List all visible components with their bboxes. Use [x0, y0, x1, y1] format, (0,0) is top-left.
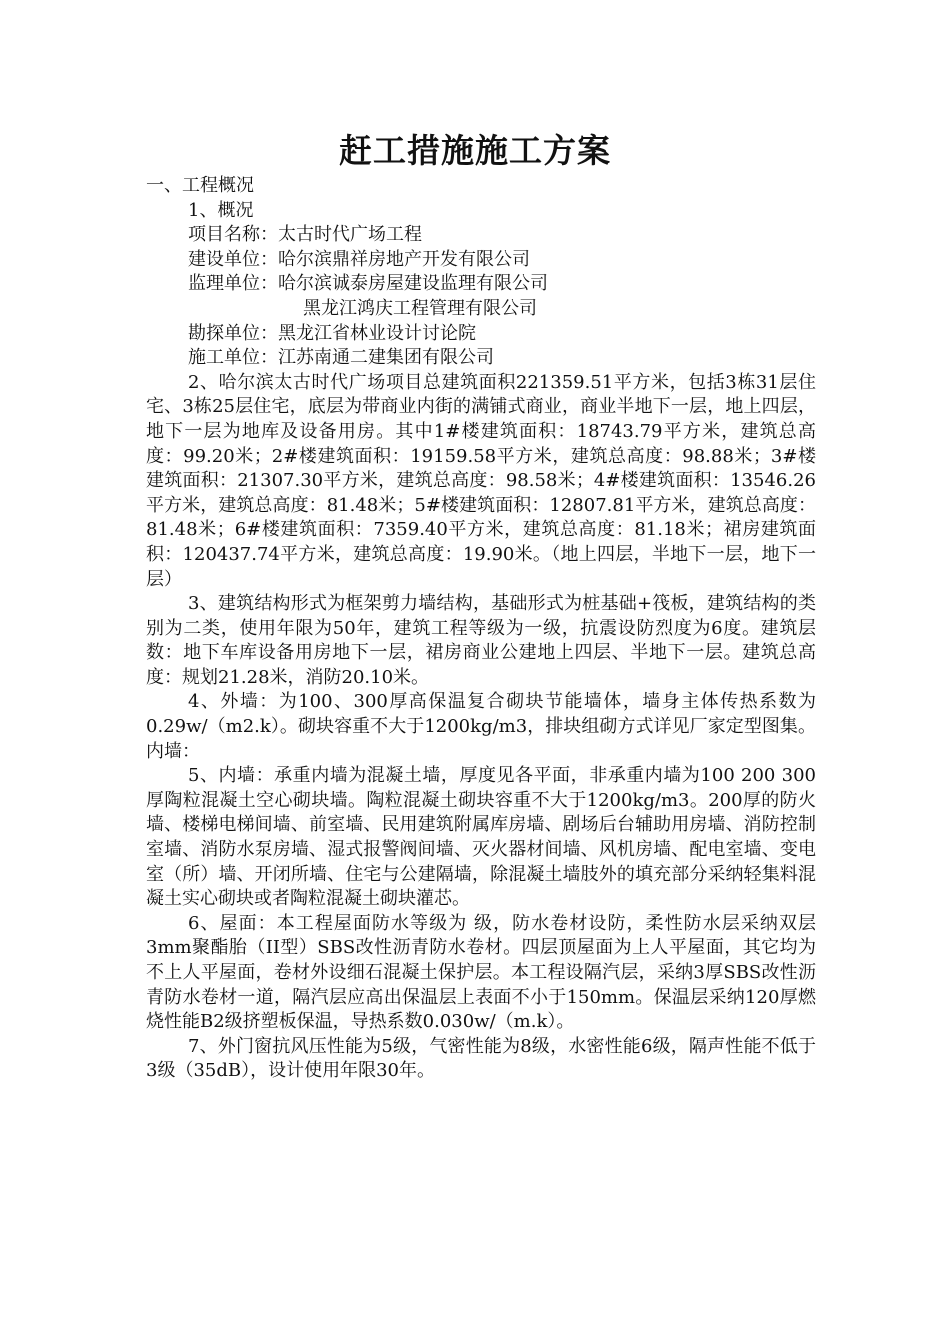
- document-title: 赶工措施施工方案: [339, 131, 611, 170]
- section-heading: 一、工程概况: [146, 175, 254, 196]
- paragraph-exterior-wall: 4、外墙：为100、300厚高保温复合砌块节能墙体，墙身主体传热系数为0.29w/（m2.k）。砌块容重不大于1200kg/m3，排块组砌方式详见厂家定型图集。内墙：: [146, 691, 816, 762]
- supervisor-line-2: 黑龙江鸿庆工程管理有限公司: [303, 297, 537, 319]
- document-body: [146, 174, 816, 1084]
- supervisor-line: 监理单位：哈尔滨诚泰房屋建设监理有限公司: [188, 273, 548, 295]
- paragraph-doors-windows: 7、外门窗抗风压性能为5级，气密性能为8级，水密性能6级，隔声性能不低于3级（35dB），设计使用年限30年。: [146, 1035, 816, 1082]
- paragraph-interior-wall: 5、内墙：承重内墙为混凝土墙，厚度见各平面，非承重内墙为100 200 300厚陶粒混凝土空心砌块墙。陶粒混凝土砌块容重不大于1200kg/m3。200厚的防火墙、楼梯电梯间墙、前室墙、民用建筑附属库房墙、剧场后台辅助用房墙、消防控制室墙、消防水泵房墙、湿式报警阀间墙、灭火器材间墙、风机房墙、配电室墙、变电室（所）墙、开闭所墙、住宅与公建隔墙，除混凝土墙肢外的填充部分采纳轻集料混凝土实心砌块或者陶粒混凝土砌块灌芯。: [146, 765, 816, 910]
- contractor-line: 施工单位：江苏南通二建集团有限公司: [188, 347, 494, 369]
- paragraph-structure: 3、建筑结构形式为框架剪力墙结构，基础形式为桩基础+筏板，建筑结构的类别为二类，使用年限为50年，建筑工程等级为一级，抗震设防烈度为6度。建筑层数：地下车库设备用房地下一层，裙房商业公建地上四层、半地下一层。建筑总高度：规划21.28米，消防20.10米。: [146, 593, 816, 688]
- paragraph-area-summary: 2、哈尔滨太古时代广场项目总建筑面积221359.51平方米，包括3栋31层住宅、3栋25层住宅，底层为带商业内街的满铺式商业，商业半地下一层，地上四层，地下一层为地库及设备用房。其中1#楼建筑面积：18743.79平方米，建筑总高度：99.20米；2#楼建筑面积：19159.58平方米，建筑总高度：98.88米；3#楼建筑面积：21307.30平方米，建筑总高度：98.58米；4#楼建筑面积：13546.26平方米，建筑总高度：81.48米；5#楼建筑面积：12807.81平方米，建筑总高度：81.48米；6#楼建筑面积：7359.40平方米，建筑总高度：81.18米；裙房建筑面积：120437.74平方米，建筑总高度：19.90米。（地上四层，半地下一层，地下一层）: [146, 371, 816, 590]
- paragraph-roof: 6、屋面：本工程屋面防水等级为 级，防水卷材设防，柔性防水层采纳双层3mm聚酯胎（II型）SBS改性沥青防水卷材。四层顶屋面为上人平屋面，其它均为不上人平屋面，卷材外设细石混凝土保护层。本工程设隔汽层，采纳3厚SBS改性沥青防水卷材一道，隔汽层应高出保温层上表面不小于150mm。保温层采纳120厚燃烧性能B2级挤塑板保温，导热系数0.030w/（m.k）。: [146, 912, 816, 1033]
- survey-line: 勘探单位：黑龙江省林业设计讨论院: [188, 322, 476, 344]
- subsection-heading: 1、概况: [188, 199, 254, 221]
- builder-line: 建设单位：哈尔滨鼎祥房地产开发有限公司: [188, 248, 530, 270]
- project-name-line: 项目名称：太古时代广场工程: [188, 224, 422, 246]
